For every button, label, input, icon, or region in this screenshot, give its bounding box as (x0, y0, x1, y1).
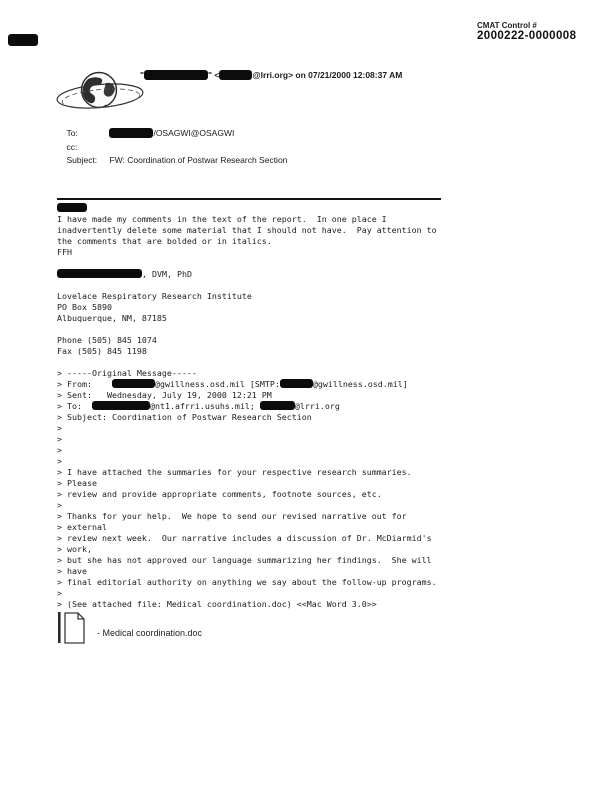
body-line (57, 423, 557, 434)
text-segment: Phone (505) 845 1074 (57, 335, 157, 345)
body-line (57, 500, 557, 511)
text-segment: Fax (505) 845 1198 (57, 346, 147, 356)
text-segment: > but she has not approved our language summarizing her findings. She will (57, 555, 432, 565)
globe-icon (54, 63, 148, 119)
cmat-control-number: 2000222-0000008 (477, 30, 577, 42)
text-segment: > external (57, 522, 107, 532)
text-segment: > (57, 445, 62, 455)
redaction-bar (57, 269, 142, 278)
redaction-bar (8, 34, 38, 46)
text-segment: > To: (57, 401, 92, 411)
body-line (57, 236, 557, 247)
document-icon (57, 612, 91, 644)
body-line (57, 313, 557, 324)
body-line (57, 412, 557, 423)
recipient-header (57, 118, 288, 165)
text-segment: @gwillness.osd.mil] (312, 379, 408, 389)
body-line (57, 478, 557, 489)
text-segment: > (57, 588, 62, 598)
subject-label: Subject: (66, 155, 98, 165)
body-line (57, 291, 557, 302)
body-line (57, 280, 557, 291)
body-line (57, 456, 557, 467)
body-line (57, 324, 557, 335)
text-segment: > (57, 456, 62, 466)
body-line (57, 335, 557, 346)
text-segment: @lrri.org (294, 401, 340, 411)
text-segment: > Subject: Coordination of Postwar Research Section (57, 412, 312, 422)
body-line (57, 346, 557, 357)
text-segment: > (See attached file: Medical coordination.doc) <<Mac Word 3.0>> (57, 599, 377, 609)
body-line (57, 467, 557, 478)
text-segment: > (57, 434, 62, 444)
to-row (57, 118, 287, 138)
redaction-bar (112, 379, 155, 388)
to-label: To: (66, 128, 78, 138)
text-segment: > -----Original Message----- (57, 368, 197, 378)
text-segment: " < (208, 70, 220, 80)
body-line (57, 269, 557, 280)
body-line (57, 390, 557, 401)
text-segment: > (57, 423, 62, 433)
body-line (57, 588, 557, 599)
body-line (57, 555, 557, 566)
body-line (57, 533, 557, 544)
redaction-bar (57, 203, 87, 212)
to-value (109, 128, 234, 138)
text-segment: the comments that are bolded or in italics. (57, 236, 272, 246)
body-line (57, 258, 557, 269)
redaction-bar (109, 128, 153, 138)
text-segment: PO Box 5890 (57, 302, 112, 312)
text-segment: , DVM, PhD (142, 269, 192, 279)
text-segment: inadvertently delete some material that I should not have. Pay attention to (57, 225, 437, 235)
body-line (57, 203, 557, 214)
text-segment: Lovelace Respiratory Research Institute (57, 291, 252, 301)
body-line (57, 566, 557, 577)
body-line (57, 511, 557, 522)
body-line (57, 225, 557, 236)
text-segment: @lrri.org> on 07/21/2000 12:08:37 AM (252, 70, 403, 80)
text-segment: I have made my comments in the text of the report. In one place I (57, 214, 387, 224)
body-line (57, 247, 557, 258)
body-line (57, 401, 557, 412)
redaction-bar (219, 70, 252, 80)
cmat-control-stamp (477, 20, 576, 42)
text-segment: > Thanks for your help. We hope to send our revised narrative out for (57, 511, 407, 521)
body-line (57, 302, 557, 313)
redaction-bar (144, 70, 208, 80)
body-line (57, 368, 557, 379)
redaction-bar (92, 401, 150, 410)
text-segment: > review next week. Our narrative includes a discussion of Dr. McDiarmid's (57, 533, 432, 543)
attachment-label: - Medical coordination.doc (97, 628, 203, 638)
text-segment: > review and provide appropriate comments, footnote sources, etc. (57, 489, 382, 499)
cmat-control-label: CMAT Control # (477, 21, 537, 30)
globe-icon-svg (54, 63, 148, 119)
body-line (57, 489, 557, 500)
text-segment: > Sent: Wednesday, July 19, 2000 12:21 PM (57, 390, 272, 400)
email-body (57, 203, 557, 610)
text-segment: > Please (57, 478, 97, 488)
body-line (57, 357, 557, 368)
text-segment: " (140, 70, 145, 80)
sender-line (140, 70, 402, 80)
text-segment: > (57, 500, 62, 510)
body-line (57, 214, 557, 225)
body-line (57, 599, 557, 610)
separator-rule (57, 198, 441, 200)
text-segment: > From: (57, 379, 112, 389)
text-segment: > final editorial authority on anything we say about the follow-up programs. (57, 577, 437, 587)
body-line (57, 522, 557, 533)
text-segment: /OSAGWI@OSAGWI (153, 128, 235, 138)
redaction-bar (260, 401, 295, 410)
body-line (57, 544, 557, 555)
body-line (57, 445, 557, 456)
text-segment: > have (57, 566, 87, 576)
text-segment: @nt1.afrri.usuhs.mil; (149, 401, 260, 411)
text-segment: FFH (57, 247, 72, 257)
redaction-bar (280, 379, 313, 388)
body-line (57, 577, 557, 588)
attachment-row (57, 612, 202, 644)
text-segment: @gwillness.osd.mil [SMTP: (154, 379, 280, 389)
text-segment: > work, (57, 544, 92, 554)
body-line (57, 434, 557, 445)
cc-label: cc: (66, 141, 78, 152)
text-segment: > I have attached the summaries for your respective research summaries. (57, 467, 412, 477)
text-segment: Albuquerque, NM, 87185 (57, 313, 167, 323)
subject-value: FW: Coordination of Postwar Research Section (109, 155, 288, 165)
body-line (57, 379, 557, 390)
